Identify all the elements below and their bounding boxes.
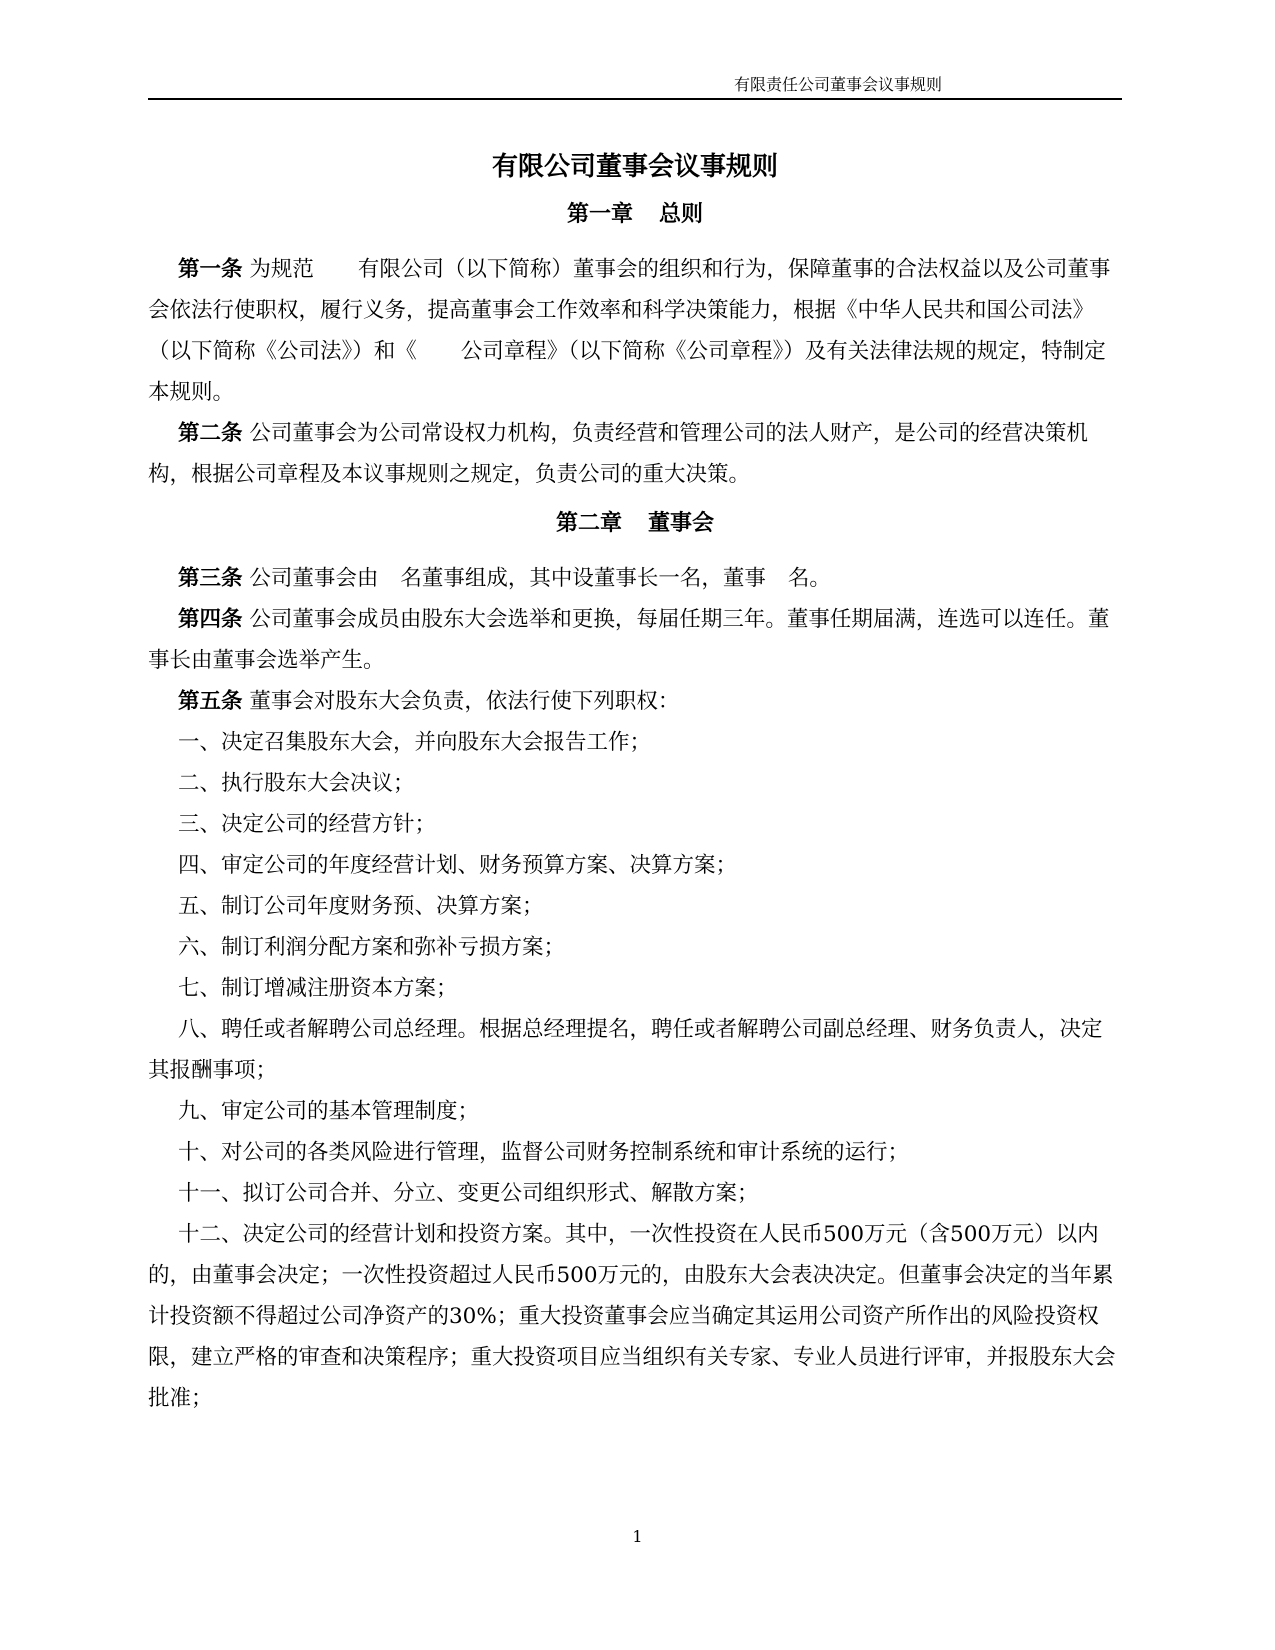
chapter-1-body bbox=[148, 249, 1122, 495]
article-1-text-a: 为规范 bbox=[249, 257, 314, 282]
article-2-text: 公司董事会为公司常设权力机构，负责经营和管理公司的法人财产，是公司的经营决策机构，根据公司章程及本议事规则之规定，负责公司的重大决策。 bbox=[148, 421, 1088, 487]
document-title: 有限公司董事会议事规则 bbox=[491, 152, 778, 182]
article-5 bbox=[148, 681, 1122, 722]
running-header: 有限责任公司董事会议事规则 bbox=[733, 75, 942, 94]
chapter-2-heading bbox=[148, 509, 1122, 539]
page-number: 1 bbox=[632, 1527, 643, 1546]
article-3 bbox=[148, 558, 1122, 599]
chapter-2-body bbox=[148, 558, 1122, 1419]
article-3-text-a: 公司董事会由 bbox=[249, 566, 379, 591]
list-item: 九、审定公司的基本管理制度； bbox=[178, 1099, 480, 1124]
list-item: 七、制订增减注册资本方案； bbox=[178, 976, 458, 1001]
article-1 bbox=[148, 249, 1122, 413]
article-2 bbox=[148, 413, 1122, 495]
chapter-1-heading bbox=[148, 200, 1122, 230]
list-item: 六、制订利润分配方案和弥补亏损方案； bbox=[178, 935, 566, 960]
chapter-2-name: 董事会 bbox=[648, 511, 715, 536]
article-4-text: 公司董事会成员由股东大会选举和更换，每届任期三年。董事任期届满，连选可以连任。董事长由董事会选举产生。 bbox=[148, 607, 1110, 673]
article-4-label: 第四条 bbox=[178, 607, 243, 632]
header-rule bbox=[148, 98, 1122, 100]
list-item: 五、制订公司年度财务预、决算方案； bbox=[178, 894, 544, 919]
chapter-2-number: 第二章 bbox=[555, 511, 622, 536]
list-item: 四、审定公司的年度经营计划、财务预算方案、决算方案； bbox=[178, 853, 738, 878]
article-1-text-c: 公司章程》（以下简称《公司章程》）及有关法律法规的规定，特制定本规则。 bbox=[148, 339, 1106, 405]
article-3-text-b: 名董事组成，其中设董事长一名，董事 bbox=[400, 566, 766, 591]
article-5-label: 第五条 bbox=[178, 689, 243, 714]
article-3-text-c: 名。 bbox=[787, 566, 831, 591]
article-4 bbox=[148, 599, 1122, 681]
list-item: 十、对公司的各类风险进行管理，监督公司财务控制系统和审计系统的运行； bbox=[178, 1140, 910, 1165]
list-item: 一、决定召集股东大会，并向股东大会报告工作； bbox=[178, 730, 652, 755]
list-item: 八、聘任或者解聘公司总经理。根据总经理提名，聘任或者解聘公司副总经理、财务负责人，决定其报酬事项； bbox=[148, 1017, 1103, 1083]
article-3-label: 第三条 bbox=[178, 566, 243, 591]
article-1-text-b: 有限公司（以下简称）董事会的组织和行为，保障董事的合法权益以及公司董事会依法行使职权，履行义务，提高董事会工作效率和科学决策能力，根据《中华人民共和国公司法》（以下简称《公司法》）和《 bbox=[148, 257, 1111, 364]
article-2-label: 第二条 bbox=[178, 421, 243, 446]
list-item: 十二、决定公司的经营计划和投资方案。其中，一次性投资在人民币500万元（含500万元）以内的，由董事会决定；一次性投资超过人民币500万元的，由股东大会表决决定。但董事会决定的当年累计投资额不得超过公司净资产的30%；重大投资董事会应当确定其运用公司资产所作出的风险投资权限，建立严格的审查和决策程序；重大投资项目应当组织有关专家、专业人员进行评审，并报股东大会批准； bbox=[148, 1222, 1116, 1411]
chapter-1-number: 第一章 bbox=[566, 202, 633, 227]
article-5-text: 董事会对股东大会负责，依法行使下列职权： bbox=[249, 689, 680, 714]
chapter-1-name: 总则 bbox=[659, 202, 704, 227]
list-item: 二、执行股东大会决议； bbox=[178, 771, 415, 796]
list-item: 三、决定公司的经营方针； bbox=[178, 812, 437, 837]
article-1-label: 第一条 bbox=[178, 257, 243, 282]
list-item: 十一、拟订公司合并、分立、变更公司组织形式、解散方案； bbox=[178, 1181, 759, 1206]
